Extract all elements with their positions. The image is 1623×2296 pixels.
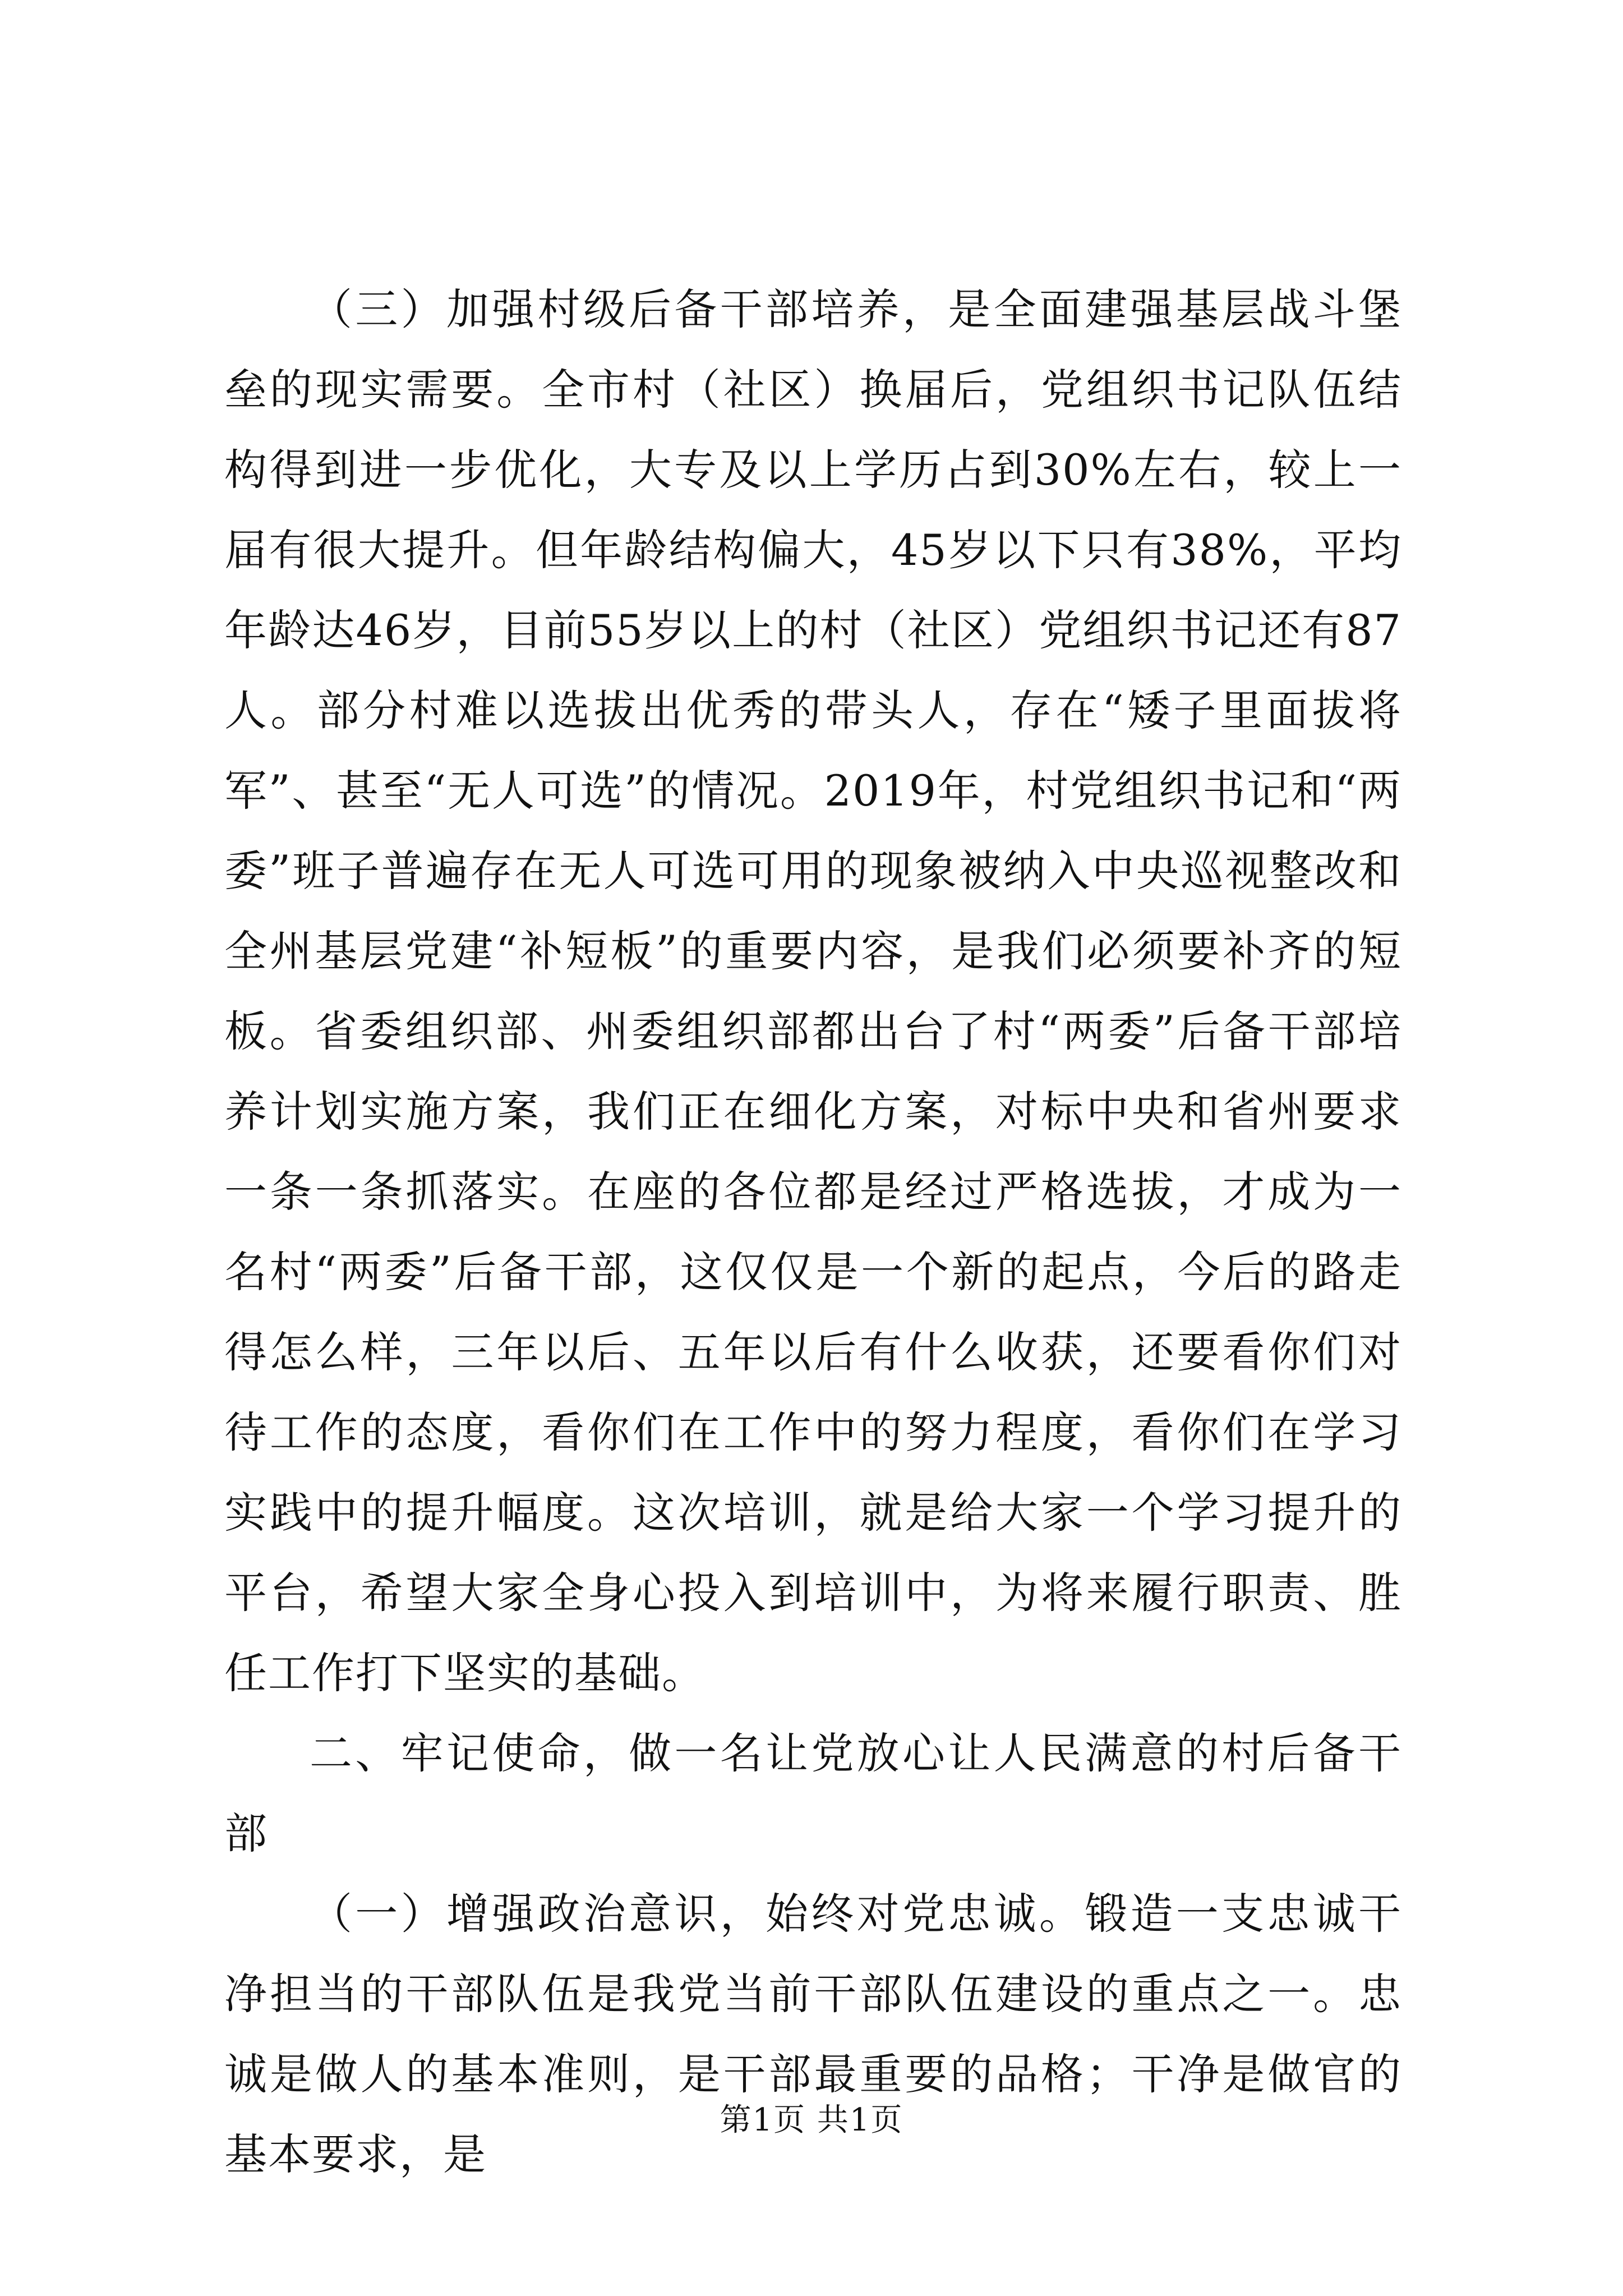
paragraph-section-three: （三）加强村级后备干部培养，是全面建强基层战斗堡垒的现实需要。全市村（社区）换届后，党组织书记队伍结构得到进一步优化，大专及以上学历占到30%左右，较上一届有很大提升。但年龄结构偏大，45岁以下只有38%，平均年龄达46岁，目前55岁以上的村（社区）党组织书记还有87人。部分村难以选拔出优秀的带头人，存在“矮子里面拔将军”、甚至“无人可选”的情况。2019年，村党组织书记和“两委”班子普遍存在无人可选可用的现象被纳入中央巡视整改和全州基层党建“补短板”的重要内容，是我们必须要补齐的短板。省委组织部、州委组织部都出台了村“两委”后备干部培养计划实施方案，我们正在细化方案，对标中央和省州要求一条一条抓落实。在座的各位都是经过严格选拔，才成为一名村“两委”后备干部，这仅仅是一个新的起点，今后的路走得怎么样，三年以后、五年以后有什么收获，还要看你们对待工作的态度，看你们在工作中的努力程度，看你们在学习实践中的提升幅度。这次培训，就是给大家一个学习提升的平台，希望大家全身心投入到培训中，为将来履行职责、胜任工作打下坚实的基础。: [224, 284, 1402, 1698]
page-footer: 第1页 共1页: [720, 2102, 903, 2138]
document-body: [224, 269, 1402, 2194]
section-heading-two: 二、牢记使命，做一名让党放心让人民满意的村后备干部: [224, 1728, 1402, 1858]
paragraph-subsection-one: （一）增强政治意识，始终对党忠诚。锻造一支忠诚干净担当的干部队伍是我党当前干部队伍建设的重点之一。忠诚是做人的基本准则，是干部最重要的品格；干净是做官的基本要求，是: [224, 1889, 1402, 2179]
